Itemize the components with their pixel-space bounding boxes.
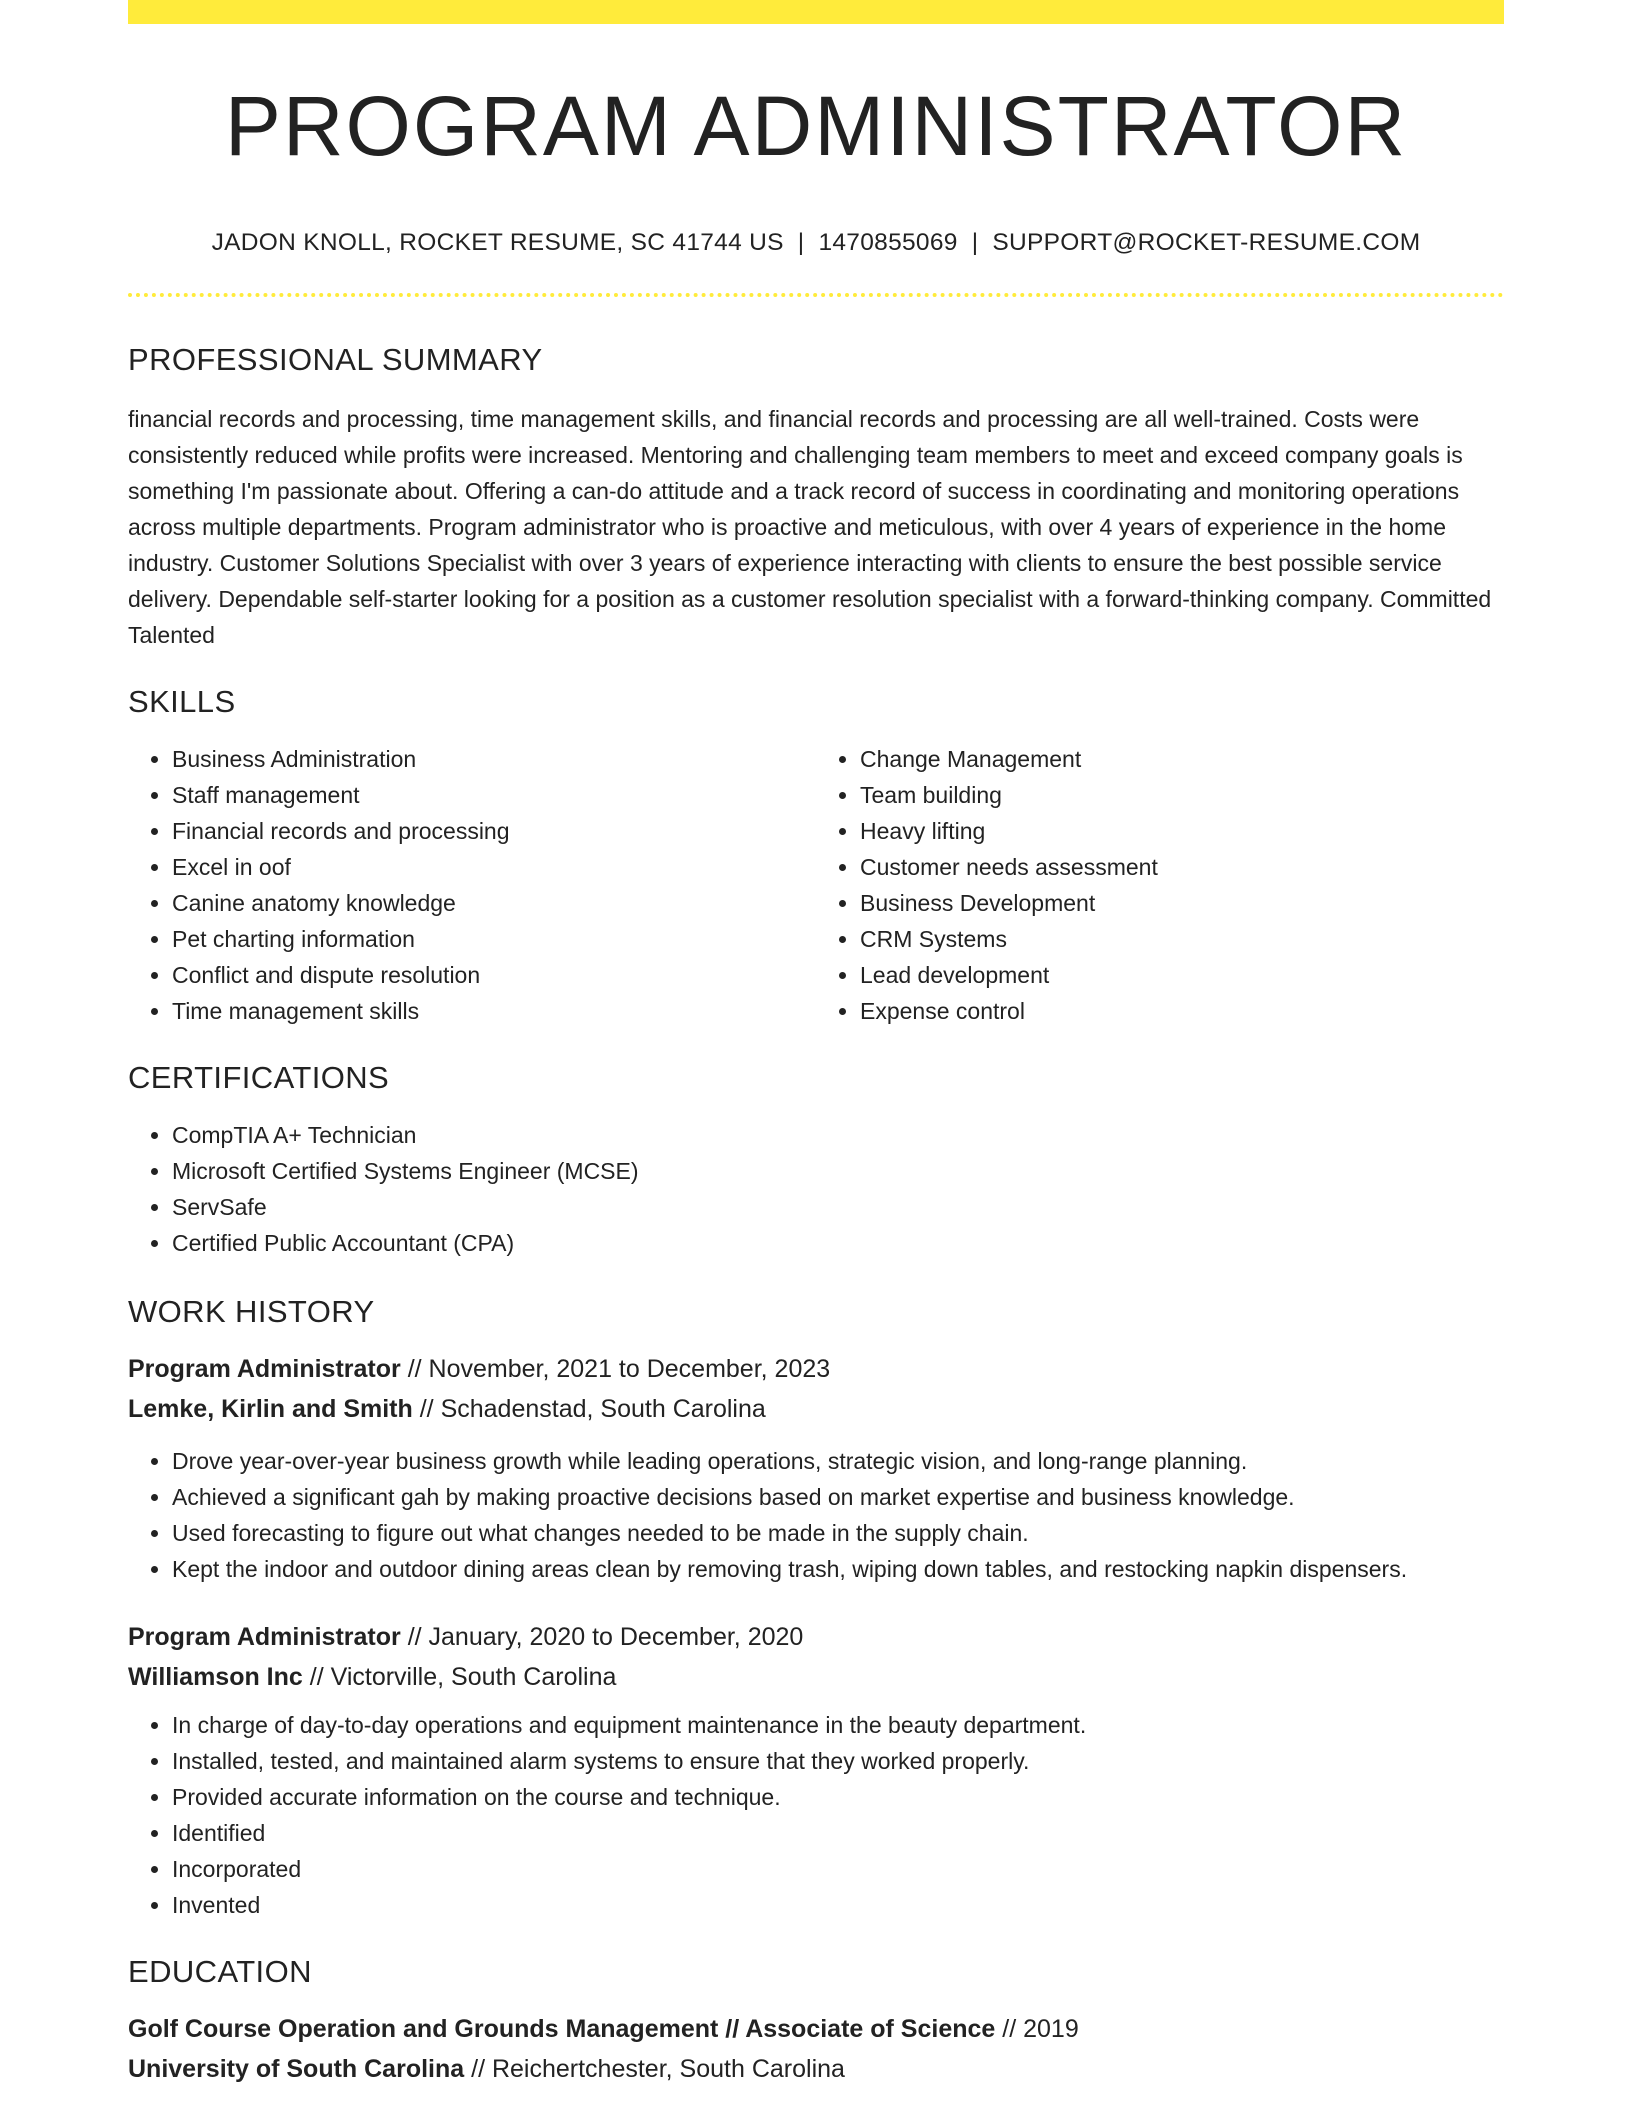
job-title-line (128, 1349, 1504, 1389)
list-item: • CRM Systems (860, 921, 1504, 957)
list-item: • Conflict and dispute resolution (172, 957, 816, 993)
education-section (128, 1955, 1504, 2089)
skills-columns (128, 741, 1504, 1029)
skills-left-list (128, 741, 816, 1029)
job-bullets (128, 1707, 1504, 1923)
contact-phone: 1470855069 (818, 229, 958, 256)
work-history-heading: WORK HISTORY (128, 1294, 375, 1330)
skills-right-list (816, 741, 1504, 1029)
job-location: // Schadenstad, South Carolina (419, 1395, 766, 1424)
list-item: • Business Administration (172, 741, 816, 777)
list-item: • Provided accurate information on the course and technique. (172, 1779, 1504, 1815)
job-bullets (128, 1443, 1504, 1587)
list-item: • Drove year-over-year business growth while leading operations, strategic vision, and long-range planning. (172, 1443, 1504, 1479)
contact-line (128, 230, 1504, 257)
resume-page (128, 0, 1504, 2089)
job-title: Program Administrator (128, 1355, 401, 1384)
school-line (128, 2049, 1504, 2089)
page-title: PROGRAM ADMINISTRATOR (224, 79, 1408, 173)
job-company-line (128, 1657, 1504, 1697)
list-item: • Time management skills (172, 993, 816, 1029)
list-item: • Heavy lifting (860, 813, 1504, 849)
certifications-list (128, 1117, 1504, 1261)
list-item: • Installed, tested, and maintained alarm systems to ensure that they worked properly. (172, 1743, 1504, 1779)
list-item: • Used forecasting to figure out what changes needed to be made in the supply chain. (172, 1515, 1504, 1551)
job-location: // Victorville, South Carolina (309, 1663, 617, 1692)
job-title-line (128, 1617, 1504, 1657)
contact-separator: | (971, 229, 979, 256)
list-item: • Financial records and processing (172, 813, 816, 849)
list-item: • Pet charting information (172, 921, 816, 957)
list-item: • Excel in oof (172, 849, 816, 885)
list-item: • Customer needs assessment (860, 849, 1504, 885)
list-item: • CompTIA A+ Technician (172, 1117, 1504, 1153)
list-item: • Achieved a significant gah by making proactive decisions based on market expertise and business knowledge. (172, 1479, 1504, 1515)
job-company-line (128, 1389, 1504, 1429)
job-entry (128, 1617, 1504, 1923)
education-heading: EDUCATION (128, 1954, 312, 1990)
list-item: • Change Management (860, 741, 1504, 777)
work-history-section (128, 1295, 1504, 1923)
list-item: • Microsoft Certified Systems Engineer (MCSE) (172, 1153, 1504, 1189)
job-title: Program Administrator (128, 1623, 401, 1652)
school-location: // Reichertchester, South Carolina (471, 2055, 845, 2084)
skills-section (128, 685, 1504, 1029)
list-item: • Business Development (860, 885, 1504, 921)
contact-address: JADON KNOLL, ROCKET RESUME, SC 41744 US (211, 229, 784, 256)
certifications-section (128, 1061, 1504, 1261)
degree-line (128, 2009, 1504, 2049)
certifications-heading: CERTIFICATIONS (128, 1060, 390, 1096)
job-entry (128, 1349, 1504, 1587)
list-item: • Staff management (172, 777, 816, 813)
contact-email: SUPPORT@ROCKET-RESUME.COM (992, 229, 1421, 256)
list-item: • Expense control (860, 993, 1504, 1029)
job-dates: // January, 2020 to December, 2020 (407, 1623, 804, 1652)
contact-separator: | (797, 229, 805, 256)
school: University of South Carolina (128, 2055, 465, 2084)
education-entry (128, 2009, 1504, 2089)
list-item: • Canine anatomy knowledge (172, 885, 816, 921)
dotted-divider (128, 293, 1504, 297)
accent-bar (128, 0, 1504, 24)
summary-text: financial records and processing, time management skills, and financial records and processing are all well-trained. Costs were consistently reduced while profits were increased. Mentoring and challenging team members to meet and exceed company goals is something I'm passionate about. Offering a can-do attitude and a track record of success in coordinating and monitoring operations across multiple departments. Program administrator who is proactive and meticulous, with over 4 years of experience in the home industry. Customer Solutions Specialist with over 3 years of experience interacting with clients to ensure the best possible service delivery. Dependable self-starter looking for a position as a customer resolution specialist with a forward-thinking company. Committed Talented (128, 406, 1492, 649)
list-item: • Kept the indoor and outdoor dining areas clean by removing trash, wiping down tables, and restocking napkin dispensers. (172, 1551, 1504, 1587)
summary-heading: PROFESSIONAL SUMMARY (128, 341, 543, 377)
list-item: • Team building (860, 777, 1504, 813)
list-item: • Lead development (860, 957, 1504, 993)
list-item: • In charge of day-to-day operations and equipment maintenance in the beauty department. (172, 1707, 1504, 1743)
list-item: • Certified Public Accountant (CPA) (172, 1225, 1504, 1261)
summary-section (128, 343, 1504, 653)
list-item: • Identified (172, 1815, 1504, 1851)
list-item: • Invented (172, 1887, 1504, 1923)
degree: Golf Course Operation and Grounds Management // Associate of Science (128, 2015, 996, 2044)
graduation-year: // 2019 (1002, 2015, 1079, 2044)
list-item: • Incorporated (172, 1851, 1504, 1887)
list-item: • ServSafe (172, 1189, 1504, 1225)
skills-heading: SKILLS (128, 684, 236, 720)
job-dates: // November, 2021 to December, 2023 (407, 1355, 831, 1384)
job-company: Williamson Inc (128, 1663, 303, 1692)
job-company: Lemke, Kirlin and Smith (128, 1395, 413, 1424)
